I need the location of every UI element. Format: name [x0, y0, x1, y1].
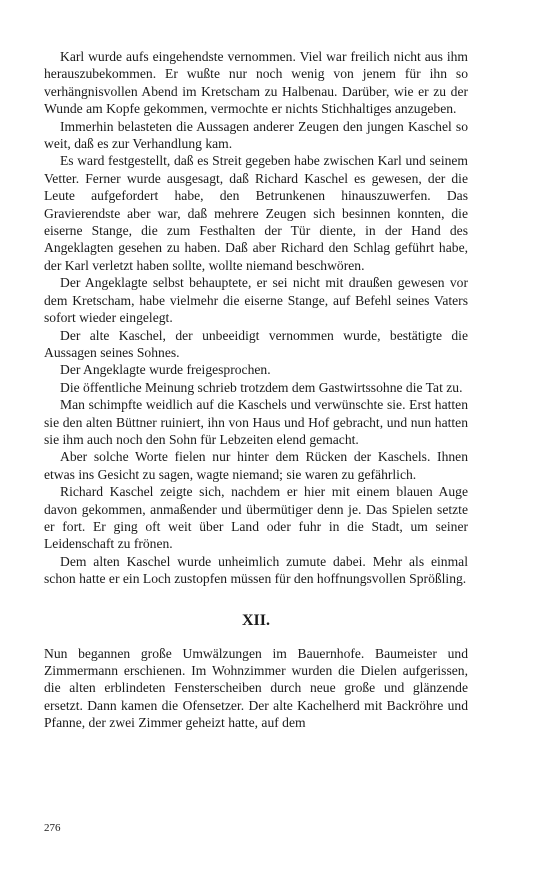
page-number: 276 [44, 822, 61, 834]
paragraph-renovations: Nun begannen große Umwälzungen im Bauernhofe. Baumeister und Zimmermann erschienen. Im Wohnzimmer wurden die Dielen aufgerissen, die alten erblindeten Fensterscheiben durch neue große und glänzende ersetzt. Dann kamen die Ofensetzer. Der alte Kachelherd mit Backröhre und Pfanne, der zwei Zimmer geheizt hatte, auf dem [44, 645, 468, 731]
paragraph-behind-backs: Aber solche Worte fielen nur hinter dem Rücken der Kaschels. Ihnen etwas ins Gesicht zu sagen, wagte niemand; sie waren zu gefährlich. [44, 449, 468, 482]
paragraph-richard-gambling: Richard Kaschel zeigte sich, nachdem er hier mit einem blauen Auge davon gekommen, anmaßender und übermütiger denn je. Das Spielen setzte er fort. Er ging oft weit über Land oder fuhr in die Stadt, um seiner Leidenschaft zu frönen. [44, 484, 468, 552]
chapter-heading: XII. [241, 611, 270, 629]
paragraph-findings: Es ward festgestellt, daß es Streit gegeben habe zwischen Karl und seinem Vetter. Ferner wurde ausgesagt, daß Richard Kaschel es gewesen, der die Leute aufgefordert habe, den Betrunkenen hinauszuwerfen. Das Gravierendste aber war, daß mehrere Zeugen sich besinnen konnten, die eiserne Stange, die zum Festhalten der Tür diente, in der Hand des Angeklagten gesehen zu haben. Daß aber Richard den Schlag geführt habe, der Karl verletzt haben sollte, wollte niemand beschwören. [44, 153, 468, 273]
paragraph-karl-questioned: Karl wurde aufs eingehendste vernommen. Viel war freilich nicht aus ihm herauszubekommen. Er wußte nur noch wenig von jenem für ihn so verhängnisvollen Abend im Kretscham zu Halbenau. Darüber, wie er zu der Wunde am Kopfe gekommen, vermochte er nichts Stichhaltiges anzugeben. [44, 49, 468, 117]
paragraph-public-opinion: Die öffentliche Meinung schrieb trotzdem dem Gastwirtssohne die Tat zu. [60, 379, 463, 395]
paragraph-acquittal: Der Angeklagte wurde freigesprochen. [60, 362, 271, 378]
page-body [44, 48, 468, 732]
paragraph-cursing: Man schimpfte weidlich auf die Kaschels und verwünschte sie. Erst hatten sie den alten Büttner ruiniert, ihn von Haus und Hof gebracht, und nun hatten sie ihm auch noch den Sohn für Lebzeiten elend gemacht. [44, 397, 468, 447]
paragraph-witness-statements: Immerhin belasteten die Aussagen anderer Zeugen den jungen Kaschel so weit, daß es zur Verhandlung kam. [44, 118, 468, 152]
paragraph-father-testimony: Der alte Kaschel, der unbeeidigt vernommen wurde, bestätigte die Aussagen seines Sohnes. [44, 327, 468, 360]
paragraph-defendant-claim: Der Angeklagte selbst behauptete, er sei nicht mit draußen gewesen vor dem Kretscham, habe vielmehr die eiserne Stange, auf Befehl seines Vaters sofort wieder eingelegt. [44, 275, 468, 326]
paragraph-father-worry: Dem alten Kaschel wurde unheimlich zumute dabei. Mehr als einmal schon hatte er ein Loch zustopfen müssen für den hoffnungsvollen Sprößling. [44, 553, 468, 587]
